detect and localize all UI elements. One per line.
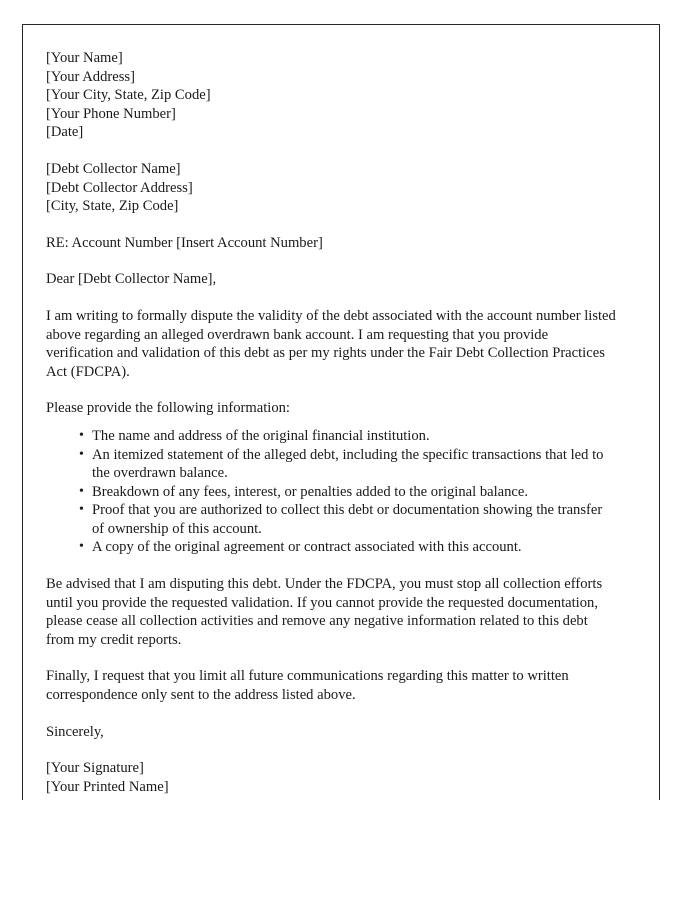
- subject-line: RE: Account Number [Insert Account Number]: [46, 234, 323, 251]
- salutation: Dear [Debt Collector Name],: [46, 271, 217, 288]
- recipient-address-block: [46, 160, 616, 216]
- bullet-icon: •: [79, 483, 84, 499]
- block-spacer: [46, 151, 616, 160]
- recipient-line-address: [Debt Collector Address]: [46, 179, 193, 196]
- block-spacer: [46, 714, 616, 723]
- block-spacer: [46, 261, 616, 270]
- sender-line-address: [Your Address]: [46, 68, 135, 85]
- list-item: [46, 538, 616, 557]
- block-spacer: [46, 566, 616, 575]
- block-spacer: [46, 298, 616, 307]
- list-item-label: The name and address of the original financial institution.: [92, 427, 430, 444]
- block-spacer: [46, 750, 616, 759]
- sender-address-block: [46, 49, 616, 142]
- list-item: [46, 483, 616, 502]
- sender-line-name: [Your Name]: [46, 50, 123, 66]
- bullet-icon: •: [79, 502, 84, 518]
- list-item-label: A copy of the original agreement or contract associated with this account.: [92, 539, 522, 556]
- signoff: Sincerely,: [46, 723, 104, 740]
- list-item: [46, 446, 616, 483]
- sender-line-city-state-zip: [Your City, State, Zip Code]: [46, 87, 211, 104]
- requested-items-list: [46, 427, 616, 557]
- block-spacer: [46, 225, 616, 234]
- letter-body: [46, 49, 616, 796]
- sender-line-date: [Date]: [46, 124, 84, 141]
- document-page: [22, 24, 660, 800]
- block-spacer: [46, 390, 616, 399]
- printed-name-line: [Your Printed Name]: [46, 778, 169, 795]
- list-item: [46, 427, 616, 446]
- bullet-icon: •: [79, 446, 84, 462]
- list-item-label: Proof that you are authorized to collect this debt or documentation showing the transfer of ownership of this account.: [92, 502, 603, 537]
- bullet-icon: •: [79, 427, 84, 443]
- advisory-paragraph: Be advised that I am disputing this debt. Under the FDCPA, you must stop all collection efforts until you provide the requested validation. If you cannot provide the requested documentation, please cease all collection activities and remove any negative information related to this debt from my credit reports.: [46, 576, 603, 648]
- block-spacer: [46, 658, 616, 667]
- list-item-label: Breakdown of any fees, interest, or penalties added to the original balance.: [92, 483, 529, 500]
- bullet-icon: •: [79, 539, 84, 555]
- sender-line-phone: [Your Phone Number]: [46, 105, 176, 122]
- closing-paragraph: Finally, I request that you limit all future communications regarding this matter to written correspondence only sent to the address listed above.: [46, 668, 569, 704]
- list-item: [46, 501, 616, 538]
- list-item-label: An itemized statement of the alleged debt, including the specific transactions that led to the overdrawn balance.: [92, 446, 604, 482]
- signature-line: [Your Signature]: [46, 760, 144, 777]
- signature-block: [46, 759, 616, 796]
- recipient-line-city-state-zip: [City, State, Zip Code]: [46, 198, 179, 215]
- recipient-line-name: [Debt Collector Name]: [46, 160, 181, 177]
- opening-paragraph: I am writing to formally dispute the validity of the debt associated with the account number listed above regarding an alleged overdrawn bank account. I am requesting that you provide verification and validation of this debt as per my rights under the Fair Debt Collection Practices Act (FDCPA).: [46, 307, 616, 380]
- request-intro: Please provide the following information:: [46, 400, 290, 417]
